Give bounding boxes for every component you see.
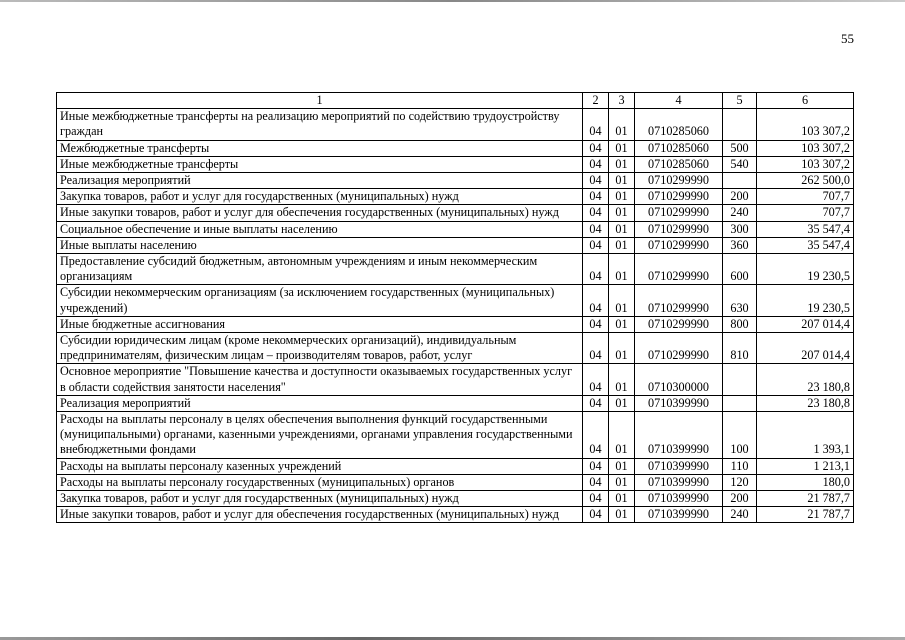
section-code-cell: 04 (583, 458, 609, 474)
subsection-code-cell: 01 (609, 221, 635, 237)
subsection-code-cell: 01 (609, 458, 635, 474)
subsection-code-cell: 01 (609, 156, 635, 172)
amount-cell: 21 787,7 (757, 507, 854, 523)
subsection-code-cell: 01 (609, 140, 635, 156)
table-row (57, 109, 854, 140)
budget-table (56, 92, 854, 523)
expense-name-cell: Субсидии юридическим лицам (кроме некоммерческих организаций), индивидуальным предпринимателям, физическим лицам – производителям товаров, работ, услуг (57, 333, 583, 364)
table-header-row (57, 93, 854, 109)
subsection-code-cell: 01 (609, 316, 635, 332)
target-article-cell: 0710399990 (635, 474, 723, 490)
column-header: 4 (635, 93, 723, 109)
expense-name-cell: Расходы на выплаты персоналу в целях обеспечения выполнения функций государственными (муниципальными) органами, казенными учреждениями, органами управления государственными внебюджетными фондами (57, 412, 583, 459)
scan-edge-top (0, 0, 905, 2)
amount-cell: 1 393,1 (757, 412, 854, 459)
section-code-cell: 04 (583, 156, 609, 172)
table-row (57, 333, 854, 364)
expense-type-cell: 360 (723, 237, 757, 253)
target-article-cell: 0710285060 (635, 156, 723, 172)
table-row (57, 474, 854, 490)
expense-name-cell: Иные межбюджетные трансферты (57, 156, 583, 172)
section-code-cell: 04 (583, 474, 609, 490)
subsection-code-cell: 01 (609, 254, 635, 285)
subsection-code-cell: 01 (609, 507, 635, 523)
table-row (57, 412, 854, 459)
expense-name-cell: Реализация мероприятий (57, 173, 583, 189)
target-article-cell: 0710399990 (635, 395, 723, 411)
table-row (57, 173, 854, 189)
section-code-cell: 04 (583, 237, 609, 253)
expense-name-cell: Иные межбюджетные трансферты на реализацию мероприятий по содействию трудоустройству граждан (57, 109, 583, 140)
subsection-code-cell: 01 (609, 333, 635, 364)
table-row (57, 458, 854, 474)
expense-name-cell: Социальное обеспечение и иные выплаты населению (57, 221, 583, 237)
expense-type-cell: 240 (723, 507, 757, 523)
amount-cell: 207 014,4 (757, 333, 854, 364)
expense-name-cell: Реализация мероприятий (57, 395, 583, 411)
target-article-cell: 0710299990 (635, 205, 723, 221)
expense-name-cell: Закупка товаров, работ и услуг для государственных (муниципальных) нужд (57, 491, 583, 507)
column-header: 3 (609, 93, 635, 109)
target-article-cell: 0710399990 (635, 412, 723, 459)
target-article-cell: 0710299990 (635, 285, 723, 316)
target-article-cell: 0710300000 (635, 364, 723, 395)
subsection-code-cell: 01 (609, 491, 635, 507)
target-article-cell: 0710299990 (635, 189, 723, 205)
column-header: 2 (583, 93, 609, 109)
expense-name-cell: Иные выплаты населению (57, 237, 583, 253)
section-code-cell: 04 (583, 189, 609, 205)
table-row (57, 395, 854, 411)
amount-cell: 19 230,5 (757, 254, 854, 285)
expense-type-cell: 300 (723, 221, 757, 237)
table-row (57, 316, 854, 332)
amount-cell: 35 547,4 (757, 221, 854, 237)
target-article-cell: 0710299990 (635, 333, 723, 364)
table-row (57, 156, 854, 172)
subsection-code-cell: 01 (609, 364, 635, 395)
expense-type-cell: 200 (723, 189, 757, 205)
amount-cell: 1 213,1 (757, 458, 854, 474)
table-row (57, 221, 854, 237)
section-code-cell: 04 (583, 364, 609, 395)
subsection-code-cell: 01 (609, 412, 635, 459)
section-code-cell: 04 (583, 109, 609, 140)
expense-type-cell (723, 173, 757, 189)
expense-name-cell: Основное мероприятие "Повышение качества и доступности оказываемых государственных услуг в области содействия занятости населения" (57, 364, 583, 395)
section-code-cell: 04 (583, 221, 609, 237)
column-header: 1 (57, 93, 583, 109)
expense-type-cell: 240 (723, 205, 757, 221)
target-article-cell: 0710299990 (635, 237, 723, 253)
amount-cell: 707,7 (757, 205, 854, 221)
table-body (57, 109, 854, 523)
expense-type-cell: 100 (723, 412, 757, 459)
expense-type-cell: 540 (723, 156, 757, 172)
section-code-cell: 04 (583, 395, 609, 411)
subsection-code-cell: 01 (609, 237, 635, 253)
expense-name-cell: Расходы на выплаты персоналу государственных (муниципальных) органов (57, 474, 583, 490)
section-code-cell: 04 (583, 285, 609, 316)
subsection-code-cell: 01 (609, 285, 635, 316)
section-code-cell: 04 (583, 333, 609, 364)
expense-name-cell: Иные закупки товаров, работ и услуг для обеспечения государственных (муниципальных) нужд (57, 507, 583, 523)
table-row (57, 507, 854, 523)
table-row (57, 205, 854, 221)
amount-cell: 23 180,8 (757, 364, 854, 395)
section-code-cell: 04 (583, 316, 609, 332)
expense-type-cell: 600 (723, 254, 757, 285)
target-article-cell: 0710299990 (635, 316, 723, 332)
target-article-cell: 0710399990 (635, 491, 723, 507)
expense-name-cell: Расходы на выплаты персоналу казенных учреждений (57, 458, 583, 474)
target-article-cell: 0710285060 (635, 109, 723, 140)
expense-name-cell: Субсидии некоммерческим организациям (за исключением государственных (муниципальных) учреждений) (57, 285, 583, 316)
expense-name-cell: Иные закупки товаров, работ и услуг для обеспечения государственных (муниципальных) нужд (57, 205, 583, 221)
amount-cell: 180,0 (757, 474, 854, 490)
expense-name-cell: Межбюджетные трансферты (57, 140, 583, 156)
section-code-cell: 04 (583, 173, 609, 189)
table-row (57, 364, 854, 395)
amount-cell: 207 014,4 (757, 316, 854, 332)
subsection-code-cell: 01 (609, 395, 635, 411)
section-code-cell: 04 (583, 412, 609, 459)
expense-name-cell: Иные бюджетные ассигнования (57, 316, 583, 332)
target-article-cell: 0710299990 (635, 221, 723, 237)
amount-cell: 103 307,2 (757, 109, 854, 140)
target-article-cell: 0710399990 (635, 507, 723, 523)
expense-name-cell: Закупка товаров, работ и услуг для государственных (муниципальных) нужд (57, 189, 583, 205)
section-code-cell: 04 (583, 254, 609, 285)
column-header: 6 (757, 93, 854, 109)
table-row (57, 237, 854, 253)
table-row (57, 140, 854, 156)
table-row (57, 491, 854, 507)
expense-type-cell: 800 (723, 316, 757, 332)
subsection-code-cell: 01 (609, 205, 635, 221)
column-header: 5 (723, 93, 757, 109)
amount-cell: 21 787,7 (757, 491, 854, 507)
target-article-cell: 0710399990 (635, 458, 723, 474)
amount-cell: 19 230,5 (757, 285, 854, 316)
target-article-cell: 0710299990 (635, 254, 723, 285)
expense-type-cell: 630 (723, 285, 757, 316)
section-code-cell: 04 (583, 205, 609, 221)
expense-name-cell: Предоставление субсидий бюджетным, автономным учреждениям и иным некоммерческим организациям (57, 254, 583, 285)
subsection-code-cell: 01 (609, 173, 635, 189)
expense-type-cell: 120 (723, 474, 757, 490)
expense-type-cell (723, 364, 757, 395)
amount-cell: 262 500,0 (757, 173, 854, 189)
section-code-cell: 04 (583, 491, 609, 507)
expense-type-cell (723, 395, 757, 411)
target-article-cell: 0710299990 (635, 173, 723, 189)
section-code-cell: 04 (583, 140, 609, 156)
subsection-code-cell: 01 (609, 474, 635, 490)
expense-type-cell (723, 109, 757, 140)
amount-cell: 707,7 (757, 189, 854, 205)
page-number: 55 (841, 31, 854, 46)
subsection-code-cell: 01 (609, 109, 635, 140)
amount-cell: 35 547,4 (757, 237, 854, 253)
expense-type-cell: 200 (723, 491, 757, 507)
expense-type-cell: 500 (723, 140, 757, 156)
expense-type-cell: 810 (723, 333, 757, 364)
section-code-cell: 04 (583, 507, 609, 523)
expense-type-cell: 110 (723, 458, 757, 474)
amount-cell: 23 180,8 (757, 395, 854, 411)
target-article-cell: 0710285060 (635, 140, 723, 156)
subsection-code-cell: 01 (609, 189, 635, 205)
table-row (57, 254, 854, 285)
amount-cell: 103 307,2 (757, 140, 854, 156)
amount-cell: 103 307,2 (757, 156, 854, 172)
table-row (57, 189, 854, 205)
table-row (57, 285, 854, 316)
